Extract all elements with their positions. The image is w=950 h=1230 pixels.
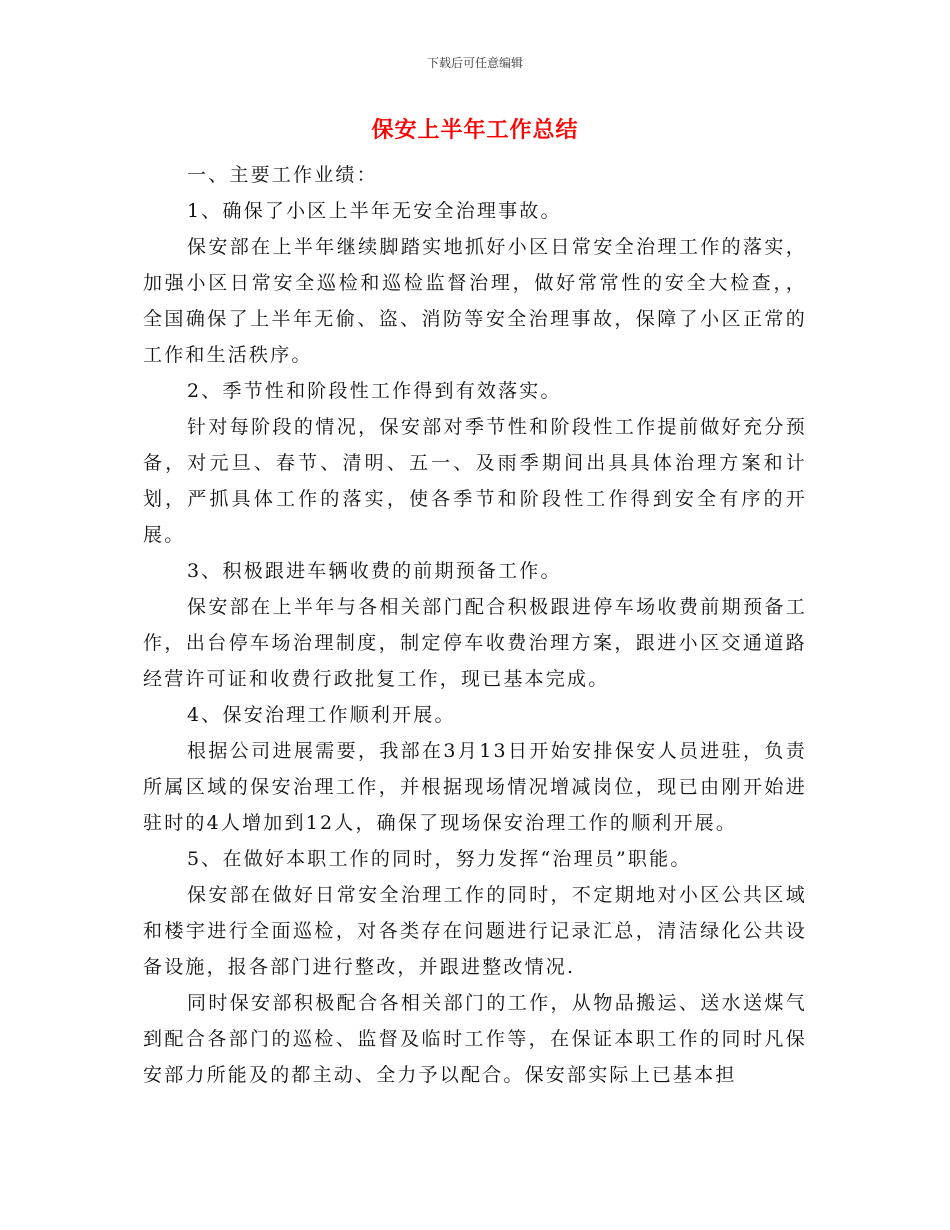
paragraph: 保安部在上半年继续脚踏实地抓好小区日常安全治理工作的落实，加强小区日常安全巡检和巡检监督治理，做好常常性的安全大检查，，全国确保了上半年无偷、盗、消防等安全治理事故，保障了小区正常的工作和生活秩序。 [143, 236, 807, 366]
item-heading: 2、季节性和阶段性工作得到有效落实。 [187, 380, 562, 402]
item-heading: 1、确保了小区上半年无安全治理事故。 [187, 200, 562, 222]
paragraph: 保安部在做好日常安全治理工作的同时，不定期地对小区公共区域和楼宇进行全面巡检，对各类存在问题进行记录汇总，清洁绿化公共设备设施，报各部门进行整改，并跟进整改情况. [143, 884, 807, 978]
paragraph: 同时保安部积极配合各相关部门的工作，从物品搬运、送水送煤气到配合各部门的巡检、监督及临时工作等，在保证本职工作的同时凡保安部力所能及的都主动、全力予以配合。保安部实际上已基本担 [143, 992, 807, 1086]
document-title: 保安上半年工作总结 [371, 118, 579, 143]
paragraph: 针对每阶段的情况，保安部对季节性和阶段性工作提前做好充分预备，对元旦、春节、清明、五一、及雨季期间出具具体治理方案和计划，严抓具体工作的落实，使各季节和阶段性工作得到安全有序的开展。 [143, 416, 807, 546]
item-heading: 5、在做好本职工作的同时，努力发挥“治理员”职能。 [187, 848, 692, 870]
item-heading: 4、保安治理工作顺利开展。 [187, 704, 456, 726]
paragraph: 根据公司进展需要，我部在3月13日开始安排保安人员进驻，负责所属区域的保安治理工作，并根据现场情况增减岗位，现已由刚开始进驻时的4人增加到12人，确保了现场保安治理工作的顺利开展。 [143, 740, 807, 834]
document-body [143, 157, 807, 1093]
paragraph: 保安部在上半年与各相关部门配合积极跟进停车场收费前期预备工作，出台停车场治理制度，制定停车收费治理方案，跟进小区交通道路经营许可证和收费行政批复工作，现已基本完成。 [143, 596, 807, 690]
header-note: 下载后可任意编辑 [426, 56, 523, 70]
section-heading: 一、主要工作业绩： [187, 164, 378, 186]
item-heading: 3、积极跟进车辆收费的前期预备工作。 [187, 560, 562, 582]
